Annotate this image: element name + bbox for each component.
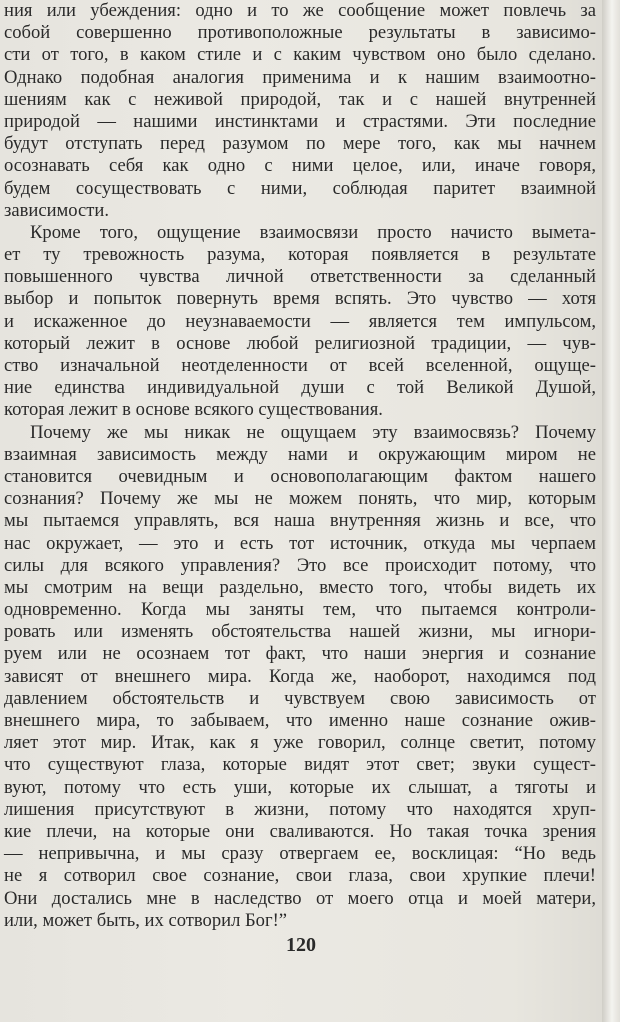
- text-line: повышенного чувства личной ответственности за сделанный: [4, 266, 596, 288]
- page-number: 120: [286, 934, 316, 956]
- text-line: выбор и попыток повернуть время вспять. Это чувство — хотя: [4, 288, 596, 310]
- text-line: и искаженное до неузнаваемости — является тем импульсом,: [4, 310, 596, 332]
- text-line: Однако подобная аналогия применима и к нашим взаимоотно-: [4, 66, 596, 88]
- text-line: зависят от внешнего мира. Когда же, наоборот, находимся под: [4, 665, 596, 687]
- text-line: ние единства индивидуальной души с той Великой Душой,: [4, 377, 596, 399]
- text-line: сти от того, в каком стиле и с каким чувством оно было сделано.: [4, 44, 596, 66]
- text-line: шениям как с неживой природой, так и с нашей внутренней: [4, 88, 596, 110]
- text-line: — непривычна, и мы сразу отвергаем ее, восклицая: “Но ведь: [4, 843, 596, 865]
- text-line: ляет этот мир. Итак, как я уже говорил, солнце светит, потому: [4, 732, 596, 754]
- text-line: ния или убеждения: одно и то же сообщение может повлечь за: [4, 0, 596, 21]
- text-line: ровать или изменять обстоятельства нашей жизни, мы игнори-: [4, 621, 596, 643]
- text-line: будут отступать перед разумом по мере того, как мы начнем: [4, 133, 596, 155]
- text-line: ет ту тревожность разума, которая появляется в результате: [4, 244, 596, 266]
- text-line: кие плечи, на которые они сваливаются. Но такая точка зрения: [4, 820, 596, 842]
- text-line: собой совершенно противоположные результаты в зависимо-: [4, 22, 596, 44]
- text-line: силы для всякого управления? Это все происходит потому, что: [4, 554, 596, 576]
- text-line: Почему же мы никак не ощущаем эту взаимосвязь? Почему: [30, 421, 596, 443]
- text-line: Они достались мне в наследство от моего отца и моей матери,: [4, 887, 596, 909]
- text-line: или, может быть, их сотворил Бог!”: [4, 909, 288, 931]
- text-line: внешнего мира, то забываем, что именно наше сознание ожив-: [4, 710, 596, 731]
- text-line: ство изначальной неотделенности от всей вселенной, ощуще-: [4, 355, 596, 376]
- text-line: вуют, потому что есть уши, которые их слышат, а тяготы и: [4, 776, 596, 798]
- text-line: сознания? Почему же мы не можем понять, что мир, которым: [4, 488, 596, 510]
- text-line: мы смотрим на вещи раздельно, вместо того, чтобы видеть их: [4, 576, 596, 598]
- text-line: не я сотворил свое сознание, свои глаза, свои хрупкие плечи!: [4, 865, 596, 887]
- text-line: давлением обстоятельств и чувствуем свою зависимость от: [4, 687, 596, 709]
- text-line: природой — нашими инстинктами и страстями. Эти последние: [4, 110, 596, 132]
- text-line: Кроме того, ощущение взаимосвязи просто начисто вымета-: [30, 221, 596, 243]
- page-text: [4, 0, 596, 932]
- text-line: мы пытаемся управлять, вся наша внутренняя жизнь и все, что: [4, 510, 596, 532]
- text-line: руем или не осознаем тот факт, что наши энергия и сознание: [4, 643, 596, 665]
- text-line: которая лежит в основе всякого существования.: [4, 399, 383, 421]
- text-line: будем сосуществовать с ними, соблюдая паритет взаимной: [4, 177, 596, 199]
- text-line: нас окружает, — это и есть тот источник, откуда мы черпаем: [4, 532, 596, 554]
- text-line: осознавать себя как одно с ними целое, или, иначе говоря,: [4, 155, 596, 177]
- text-line: взаимная зависимость между нами и окружающим миром не: [4, 443, 596, 465]
- text-line: что существуют глаза, которые видят этот свет; звуки сущест-: [4, 754, 596, 776]
- page-edge: [602, 0, 620, 1022]
- text-line: зависимости.: [4, 199, 110, 221]
- text-line: становится очевидным и основополагающим фактом нашего: [4, 465, 596, 487]
- text-line: лишения присутствуют в жизни, потому что находятся хруп-: [4, 798, 596, 820]
- text-line: одновременно. Когда мы заняты тем, что пытаемся контроли-: [4, 599, 596, 621]
- text-line: который лежит в основе любой религиозной традиции, — чув-: [4, 332, 596, 354]
